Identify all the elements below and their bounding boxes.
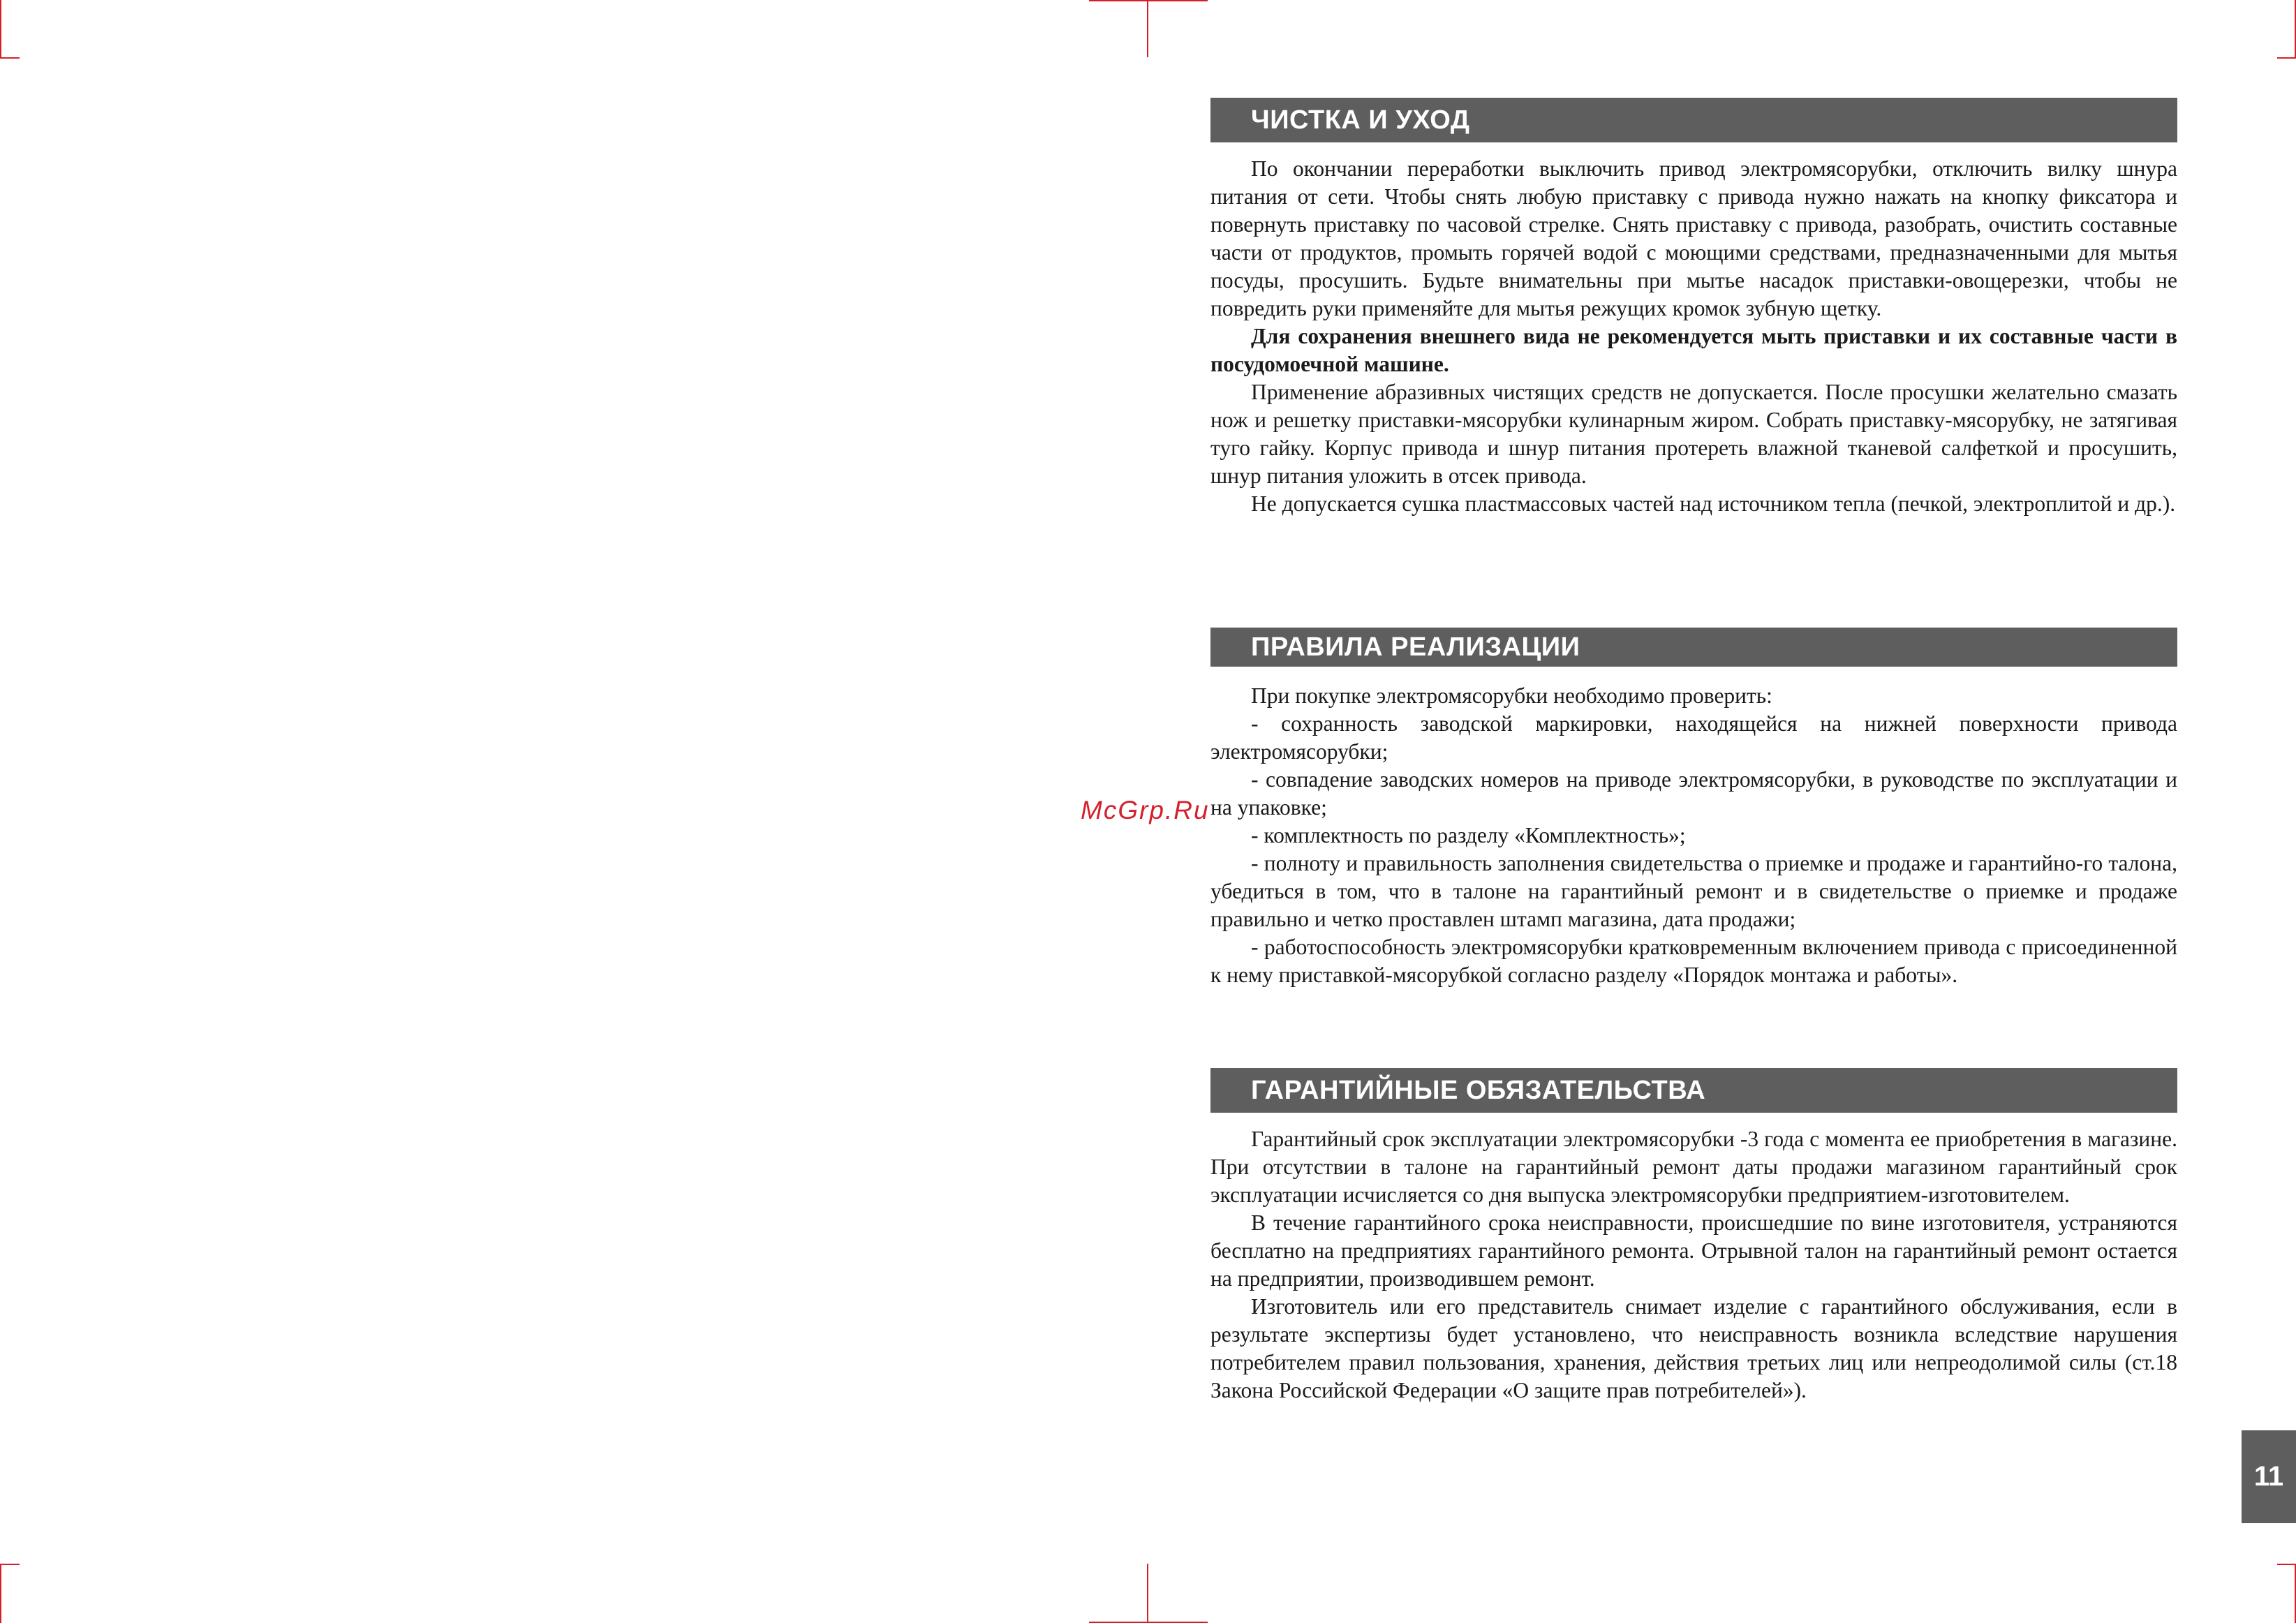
list-item: - полноту и правильность заполнения свидетельства о приемке и продаже и гарантийно-го талона, убедиться в том, что в талоне на гарантийный ремонт и в свидетельстве о приемке и продаже правильно и четко проставлен штамп магазина, дата продажи;	[1210, 851, 2177, 931]
section-header-warranty: ГАРАНТИЙНЫЕ ОБЯЗАТЕЛЬСТВА	[1210, 1068, 2177, 1113]
crop-mark	[0, 57, 20, 59]
section-header-cleaning: ЧИСТКА И УХОД	[1210, 98, 2177, 142]
list-item: - совпадение заводских номеров на приводе электромясорубки, в руководстве по эксплуатации и на упаковке;	[1210, 767, 2177, 820]
crop-mark	[0, 1564, 20, 1565]
paragraph: Не допускается сушка пластмассовых частей над источником тепла (печкой, электроплитой и др.).	[1251, 491, 2176, 516]
list-item: - работоспособность электромясорубки кратковременным включением привода с присоединенной к нему приставкой-мясорубкой согласно разделу «Порядок монтажа и работы».	[1210, 935, 2177, 987]
paragraph: Гарантийный срок эксплуатации электромясорубки -3 года с момента ее приобретения в магазине. При отсутствии в талоне на гарантийный ремонт даты продажи магазином гарантийный срок эксплуатации исчисляется со дня выпуска электромясорубки предприятием-изготовителем.	[1210, 1127, 2177, 1207]
crop-mark	[0, 1564, 1, 1623]
page-number: 11	[2242, 1430, 2296, 1523]
paragraph: В течение гарантийного срока неисправности, происшедшие по вине изготовителя, устраняются бесплатно на предприятиях гарантийного ремонта. Отрывной талон на гарантийный ремонт остается на предприятии, производившем ремонт.	[1210, 1210, 2177, 1291]
section-body-cleaning	[1210, 155, 2177, 518]
section-header-sales-rules: ПРАВИЛА РЕАЛИЗАЦИИ	[1210, 628, 2177, 667]
list-item: - сохранность заводской маркировки, находящейся на нижней поверхности привода электромясорубки;	[1210, 711, 2177, 764]
list-item: - комплектность по разделу «Комплектность»;	[1251, 823, 1686, 847]
crop-mark	[1147, 0, 1148, 57]
crop-mark	[1089, 0, 1208, 1]
paragraph-warning: Для сохранения внешнего вида не рекомендуется мыть приставки и их составные части в посудомоечной машине.	[1210, 324, 2177, 376]
paragraph: По окончании переработки выключить привод электромясорубки, отключить вилку шнура питания от сети. Чтобы снять любую приставку с привода нужно нажать на кнопку фиксатора и повернуть приставку по часовой стрелке. Снять приставку с привода, разобрать, очистить составные части от продуктов, промыть горячей водой с моющими средствами, предназначенными для мытья посуды, просушить. Будьте внимательны при мытье насадок приставки-овощерезки, чтобы не повредить руки применяйте для мытья режущих кромок зубную щетку.	[1210, 156, 2177, 320]
crop-mark	[0, 0, 1, 57]
crop-mark	[2277, 57, 2296, 59]
section-body-warranty	[1210, 1125, 2177, 1405]
watermark-text: McGrp.Ru	[1081, 796, 1210, 824]
paragraph: Применение абразивных чистящих средств не допускается. После просушки желательно смазать нож и решетку приставки-мясорубки кулинарным жиром. Собрать приставку-мясорубку, не затягивая туго гайку. Корпус привода и шнур питания протереть влажной тканевой салфеткой и просушить, шнур питания уложить в отсек привода.	[1210, 380, 2177, 488]
crop-mark	[1147, 1564, 1148, 1623]
paragraph: Изготовитель или его представитель снимает изделие с гарантийного обслуживания, если в результате экспертизы будет установлено, что неисправность возникла вследствие нарушения потребителем правил пользования, хранения, действия третьих лиц или непреодолимой силы (ст.18 Закона Российской Федерации «О защите прав потребителей»).	[1210, 1294, 2177, 1402]
list-intro: При покупке электромясорубки необходимо проверить:	[1251, 683, 1772, 708]
section-body-sales-rules	[1210, 682, 2177, 989]
crop-mark	[2277, 1564, 2296, 1565]
